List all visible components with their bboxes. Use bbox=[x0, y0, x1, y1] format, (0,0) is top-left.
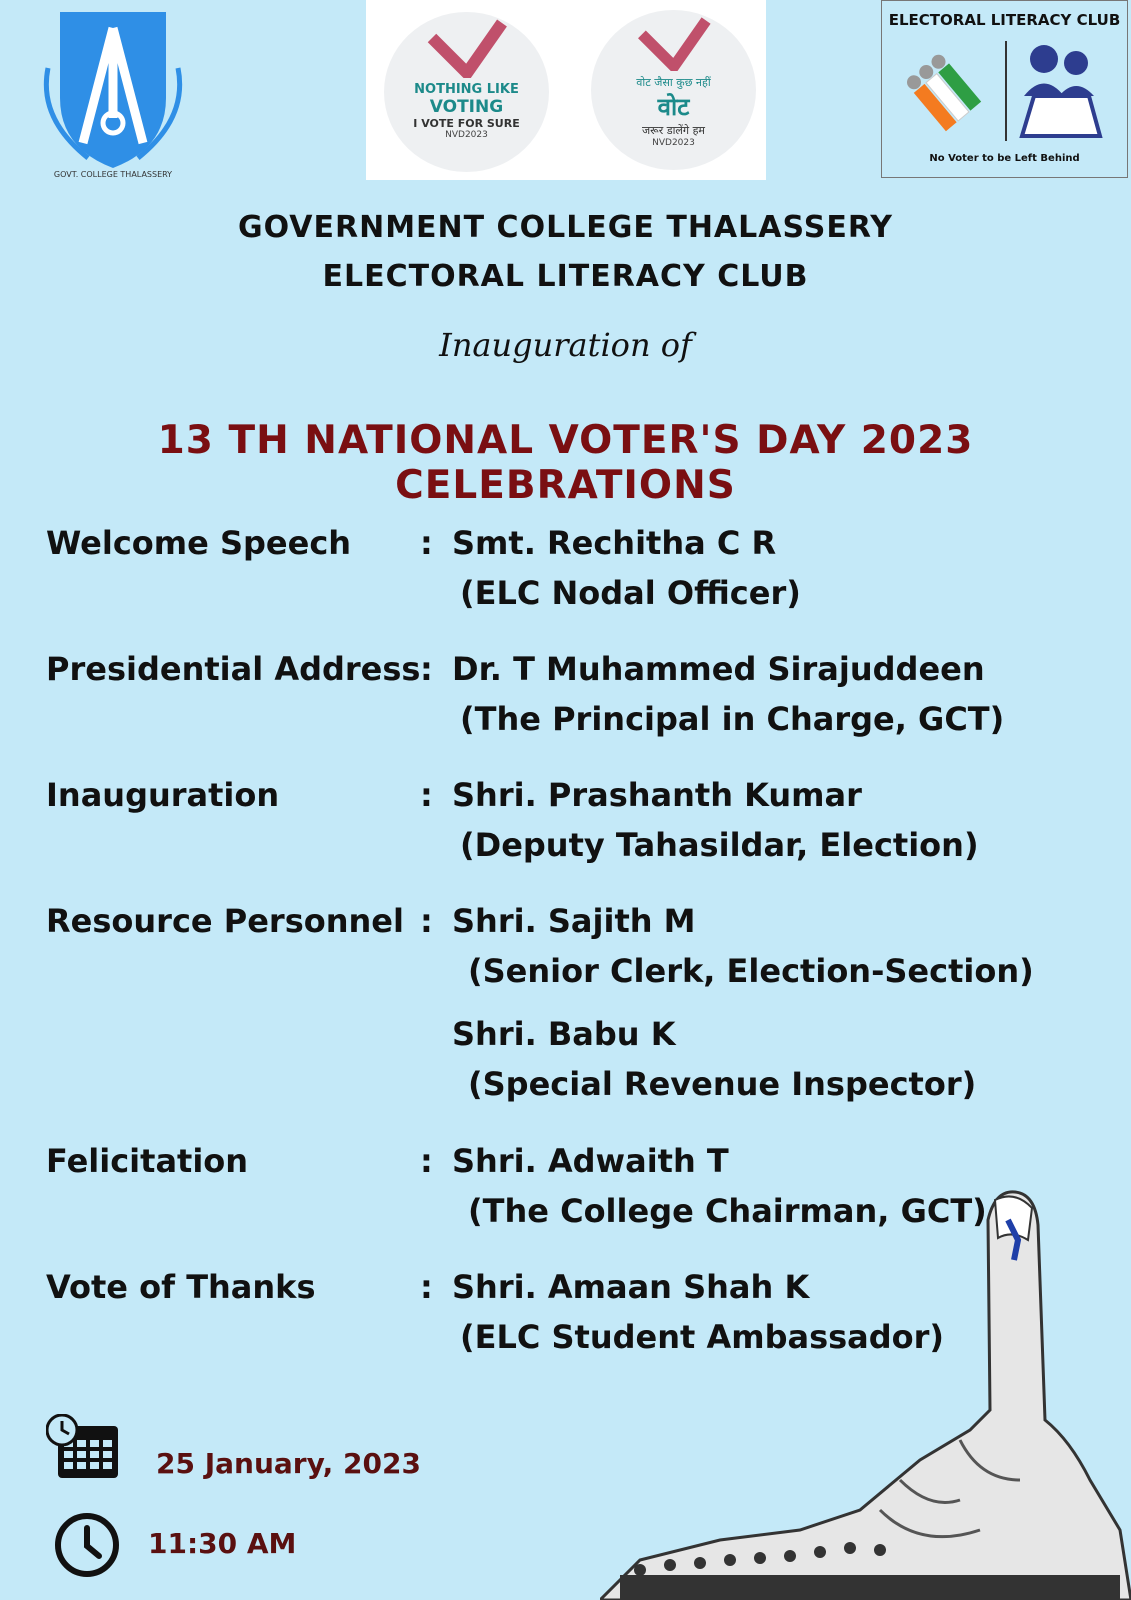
program-desc: (Special Revenue Inspector) bbox=[468, 1065, 977, 1103]
program-name: Shri. Sajith M bbox=[452, 902, 696, 940]
program-role: Vote of Thanks bbox=[46, 1268, 316, 1306]
program-desc: (The Principal in Charge, GCT) bbox=[460, 700, 1005, 738]
program-role: Felicitation bbox=[46, 1142, 249, 1180]
event-date: 25 January, 2023 bbox=[156, 1447, 421, 1480]
subtitle: Inauguration of bbox=[439, 326, 692, 364]
program-name: Shri. Prashanth Kumar bbox=[452, 776, 862, 814]
nvd-english-line1: NOTHING LIKE bbox=[414, 82, 519, 97]
ballot-box-icon bbox=[904, 41, 1104, 141]
program-name: Dr. T Muhammed Sirajuddeen bbox=[452, 650, 985, 688]
elc-logo bbox=[881, 0, 1128, 178]
program-desc: (ELC Student Ambassador) bbox=[460, 1318, 945, 1356]
program-name: Smt. Rechitha C R bbox=[452, 524, 777, 562]
nvd-hindi-line1: वोट जैसा कुछ नहीं bbox=[636, 76, 711, 89]
program-name: Shri. Amaan Shah K bbox=[452, 1268, 810, 1306]
program-colon: : bbox=[420, 524, 433, 562]
nvd-english-line2: VOTING bbox=[429, 97, 504, 117]
nvd-english-line3: I VOTE FOR SURE bbox=[413, 117, 520, 130]
inked-finger-illustration bbox=[600, 1180, 1131, 1600]
college-logo bbox=[28, 8, 198, 183]
program-role: Resource Personnel bbox=[46, 902, 404, 940]
college-logo-caption: GOVT. COLLEGE THALASSERY bbox=[53, 170, 173, 179]
calendar-clock-icon bbox=[46, 1414, 121, 1480]
program-colon: : bbox=[420, 902, 433, 940]
nvd-hindi-logo bbox=[591, 10, 756, 170]
nvd-hindi-tag: NVD2023 bbox=[652, 138, 695, 148]
nvd-hindi-line3: जरूर डालेंगे हम bbox=[641, 124, 705, 137]
event-time: 11:30 AM bbox=[148, 1527, 297, 1560]
program-name: Shri. Adwaith T bbox=[452, 1142, 729, 1180]
nvd-english-logo bbox=[384, 12, 549, 172]
elc-logo-title: ELECTORAL LITERACY CLUB bbox=[888, 11, 1121, 29]
tick-mark-icon bbox=[427, 18, 507, 78]
tick-mark-icon bbox=[634, 16, 714, 71]
nvd-logo-panel bbox=[366, 0, 766, 180]
clock-icon bbox=[54, 1512, 120, 1578]
program-desc: (Deputy Tahasildar, Election) bbox=[460, 826, 979, 864]
club-name: ELECTORAL LITERACY CLUB bbox=[322, 259, 809, 294]
program-name: Shri. Babu K bbox=[452, 1015, 676, 1053]
program-colon: : bbox=[420, 650, 433, 688]
program-colon: : bbox=[420, 1268, 433, 1306]
event-title: 13 TH NATIONAL VOTER'S DAY 2023 CELEBRATIONS bbox=[157, 418, 974, 508]
program-colon: : bbox=[420, 1142, 433, 1180]
program-desc: (ELC Nodal Officer) bbox=[460, 574, 801, 612]
elc-logo-tagline: No Voter to be Left Behind bbox=[929, 153, 1080, 164]
program-role: Presidential Address bbox=[46, 650, 421, 688]
program-desc: (The College Chairman, GCT) bbox=[468, 1192, 987, 1230]
program-role: Welcome Speech bbox=[46, 524, 352, 562]
nvd-hindi-line2: वोट bbox=[657, 93, 690, 121]
college-emblem-icon bbox=[28, 8, 198, 168]
program-colon: : bbox=[420, 776, 433, 814]
college-name: GOVERNMENT COLLEGE THALASSERY bbox=[237, 210, 894, 245]
program-desc: (Senior Clerk, Election-Section) bbox=[468, 952, 1034, 990]
nvd-english-tag: NVD2023 bbox=[445, 130, 488, 140]
program-role: Inauguration bbox=[46, 776, 280, 814]
